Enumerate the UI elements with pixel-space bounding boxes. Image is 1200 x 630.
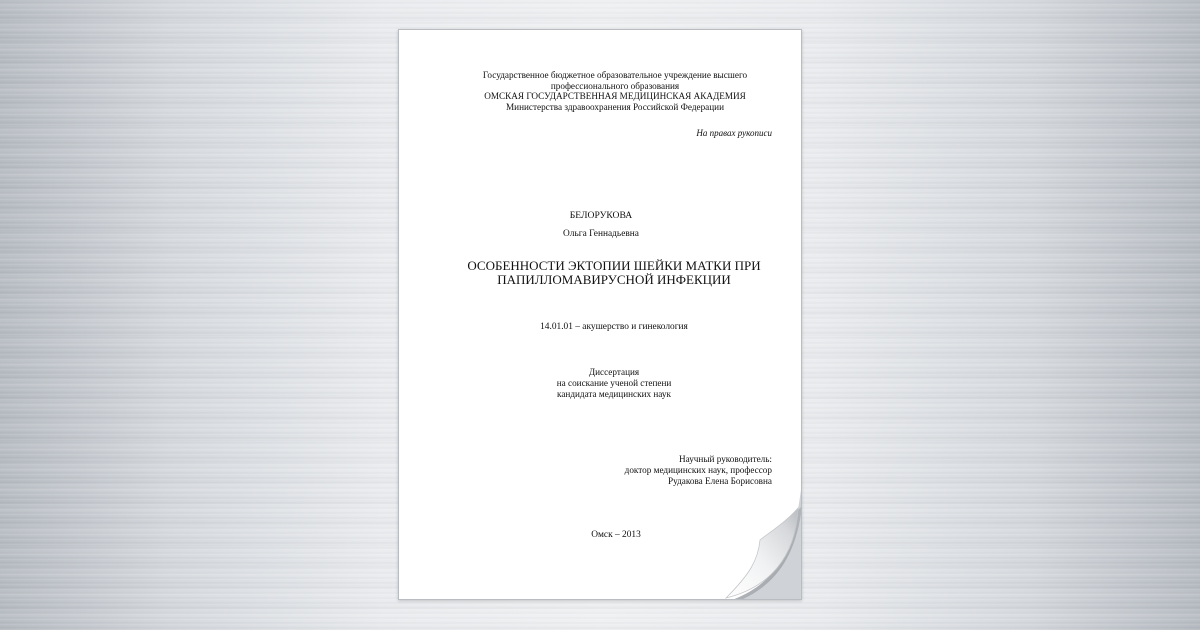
author-surname: БЕЛОРУКОВА xyxy=(569,210,633,221)
manuscript-note: На правах рукописи xyxy=(696,128,772,138)
supervisor-name: Рудакова Елена Борисовна xyxy=(667,476,772,487)
document-page xyxy=(398,29,802,600)
supervisor-degree: доктор медицинских наук, профессор xyxy=(624,465,772,476)
organization-name: ОМСКАЯ ГОСУДАРСТВЕННАЯ МЕДИЦИНСКАЯ АКАДЕМИЯ xyxy=(484,91,746,101)
degree-line: Диссертация xyxy=(588,367,640,377)
city-year: Омск – 2013 xyxy=(591,530,641,540)
degree-line: кандидата медицинских наук xyxy=(557,388,671,399)
supervisor-label: Научный руководитель: xyxy=(678,454,772,464)
author-name: Ольга Геннадьевна xyxy=(563,229,639,239)
organization-line: Государственное бюджетное образовательное учреждение высшего xyxy=(482,70,748,80)
title-line: ОСОБЕННОСТИ ЭКТОПИИ ШЕЙКИ МАТКИ ПРИ xyxy=(467,258,761,273)
page-curl-icon xyxy=(724,470,802,600)
title-line: ПАПИЛЛОМАВИРУСНОЙ ИНФЕКЦИИ xyxy=(497,272,731,287)
organization-header xyxy=(433,70,797,112)
organization-line: профессионального образования xyxy=(550,80,680,91)
dissertation-title xyxy=(399,259,802,287)
degree-line: на соискание ученой степени xyxy=(556,377,672,388)
degree-statement xyxy=(399,367,802,399)
specialty-code: 14.01.01 – акушерство и гинекология xyxy=(540,322,688,332)
organization-ministry: Министерства здравоохранения Российской Федерации xyxy=(506,101,724,112)
